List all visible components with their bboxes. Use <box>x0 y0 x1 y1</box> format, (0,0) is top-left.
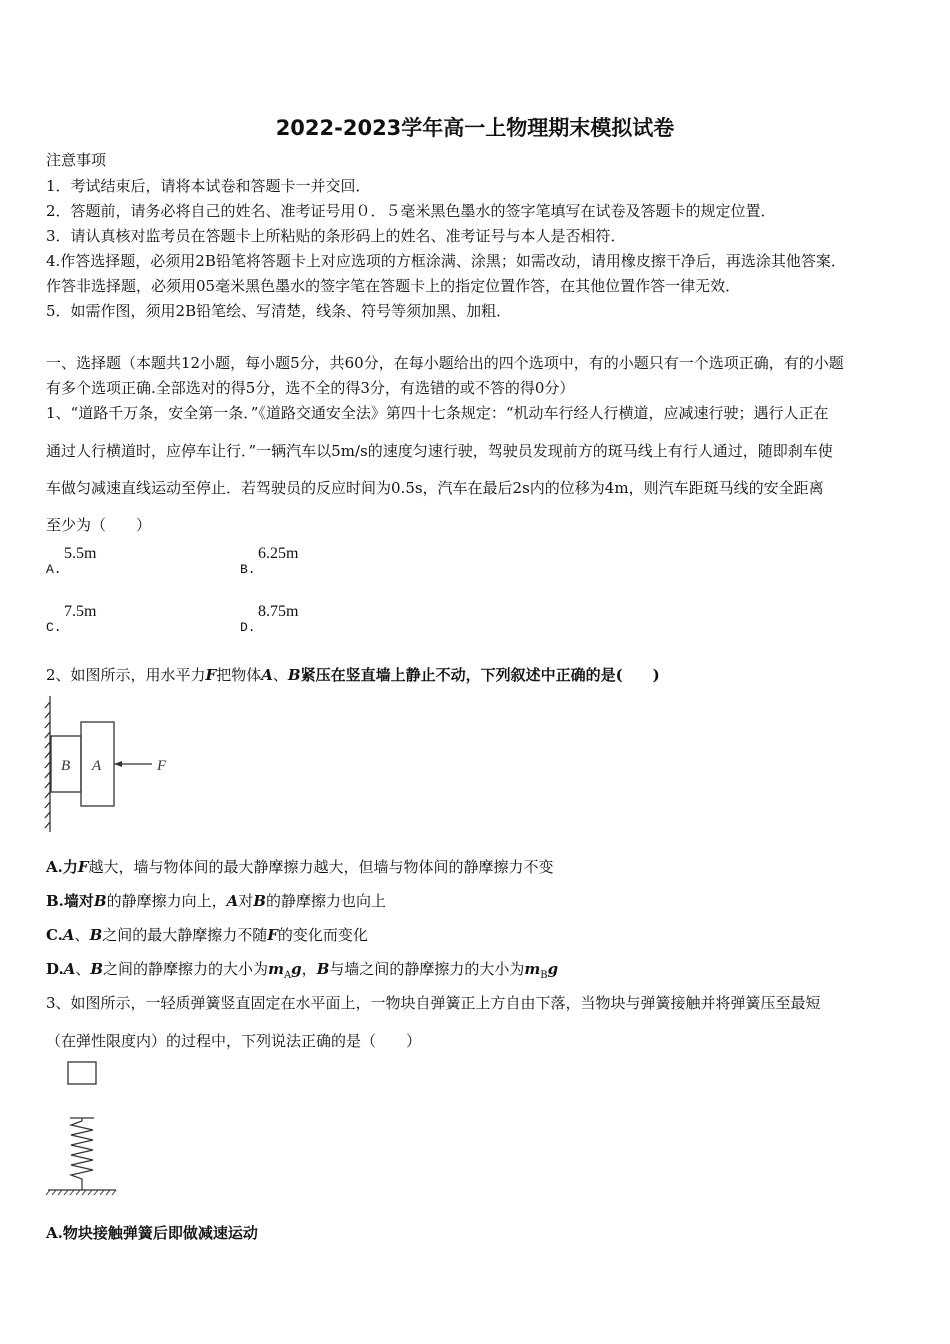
spring-coil <box>71 1118 93 1190</box>
q1-option-d-value: 8.75m <box>258 603 299 620</box>
q1-option-a-value: 5.5m <box>64 545 97 562</box>
q2-option-d: D.A、B之间的静摩擦力的大小为$m_Ag$，B与墙之间的静摩擦力的大小为$m_Bg$ <box>46 960 559 981</box>
ground-hatch <box>46 1190 116 1195</box>
q2-option-a: A.力F越大，墙与物体间的最大静摩擦力越大，但墙与物体间的静摩擦力不变 <box>46 858 554 876</box>
q1-stem-line2: 通过人行横道时，应停车让行．”一辆汽车以5m/s的速度匀速行驶，驾驶员发现前方的斑马线上有行人通过，随即刹车使 <box>46 442 833 460</box>
q1-stem-line4: 至少为（ ） <box>46 516 152 534</box>
label-b: B <box>61 758 71 774</box>
section-heading-line2: 有多个选项正确.全部选对的得5分，选不全的得3分，有选错的或不答的得0分） <box>46 379 575 397</box>
q2-option-c: C.A、B之间的最大静摩擦力不随F的变化而变化 <box>46 926 368 944</box>
q1-option-c-letter: C. <box>46 620 62 635</box>
q3-figure-spring-block <box>44 1058 124 1200</box>
notes-heading: 注意事项 <box>46 151 107 169</box>
label-a: A <box>92 758 102 774</box>
note-item: 3．请认真核对监考员在答题卡上所粘贴的条形码上的姓名、准考证号与本人是否相符． <box>46 227 626 245</box>
q1-option-b-letter: B. <box>240 562 256 577</box>
note-item: 1．考试结束后，请将本试卷和答题卡一并交回． <box>46 177 371 195</box>
falling-block <box>68 1062 96 1084</box>
q1-option-c-value: 7.5m <box>64 603 97 620</box>
force-arrowhead <box>114 761 122 767</box>
q3-stem-line2: （在弹性限度内）的过程中，下列说法正确的是（ ） <box>46 1032 422 1050</box>
q3-option-a: A.物块接触弹簧后即做减速运动 <box>46 1224 258 1242</box>
q2-option-b: B.墙对B的静摩擦力向上，A对B的静摩擦力也向上 <box>46 892 386 910</box>
q2-figure-wall-blocks <box>44 694 184 834</box>
q2-stem: 2、如图所示，用水平力F把物体A、B紧压在竖直墙上静止不动，下列叙述中正确的是( ) <box>46 666 660 684</box>
wall-hatch <box>45 696 50 832</box>
label-f: F <box>157 758 167 774</box>
note-item: 作答非选择题，必须用05毫米黑色墨水的签字笔在答题卡上的指定位置作答，在其他位置作答一律无效． <box>46 277 741 295</box>
q1-stem-line3: 车做匀减速直线运动至停止．若驾驶员的反应时间为0.5s，汽车在最后2s内的位移为4m，则汽车距斑马线的安全距离 <box>46 479 824 497</box>
q3-stem-line1: 3、如图所示，一轻质弹簧竖直固定在水平面上，一物块自弹簧正上方自由下落，当物块与弹簧接触并将弹簧压至最短 <box>46 994 821 1012</box>
q1-option-d-letter: D. <box>240 620 256 635</box>
page-title: 2022-2023学年高一上物理期末模拟试卷 <box>275 116 675 140</box>
section-heading-line1: 一、选择题（本题共12小题，每小题5分，共60分，在每小题给出的四个选项中，有的小题只有一个选项正确，有的小题 <box>46 354 844 372</box>
note-item: 2．答题前，请务必将自己的姓名、准考证号用０．５毫米黑色墨水的签字笔填写在试卷及答题卡的规定位置． <box>46 202 776 220</box>
note-item: 4.作答选择题，必须用2B铅笔将答题卡上对应选项的方框涂满、涂黑；如需改动，请用橡皮擦干净后，再选涂其他答案． <box>46 252 846 270</box>
note-item: 5．如需作图，须用2B铅笔绘、写清楚，线条、符号等须加黑、加粗． <box>46 302 512 320</box>
q1-stem-line1: 1、“道路千万条，安全第一条．”《道路交通安全法》第四十七条规定：“机动车行经人行横道，应减速行驶；遇行人正在 <box>46 404 829 422</box>
q1-option-b-value: 6.25m <box>258 545 299 562</box>
q1-option-a-letter: A. <box>46 562 62 577</box>
